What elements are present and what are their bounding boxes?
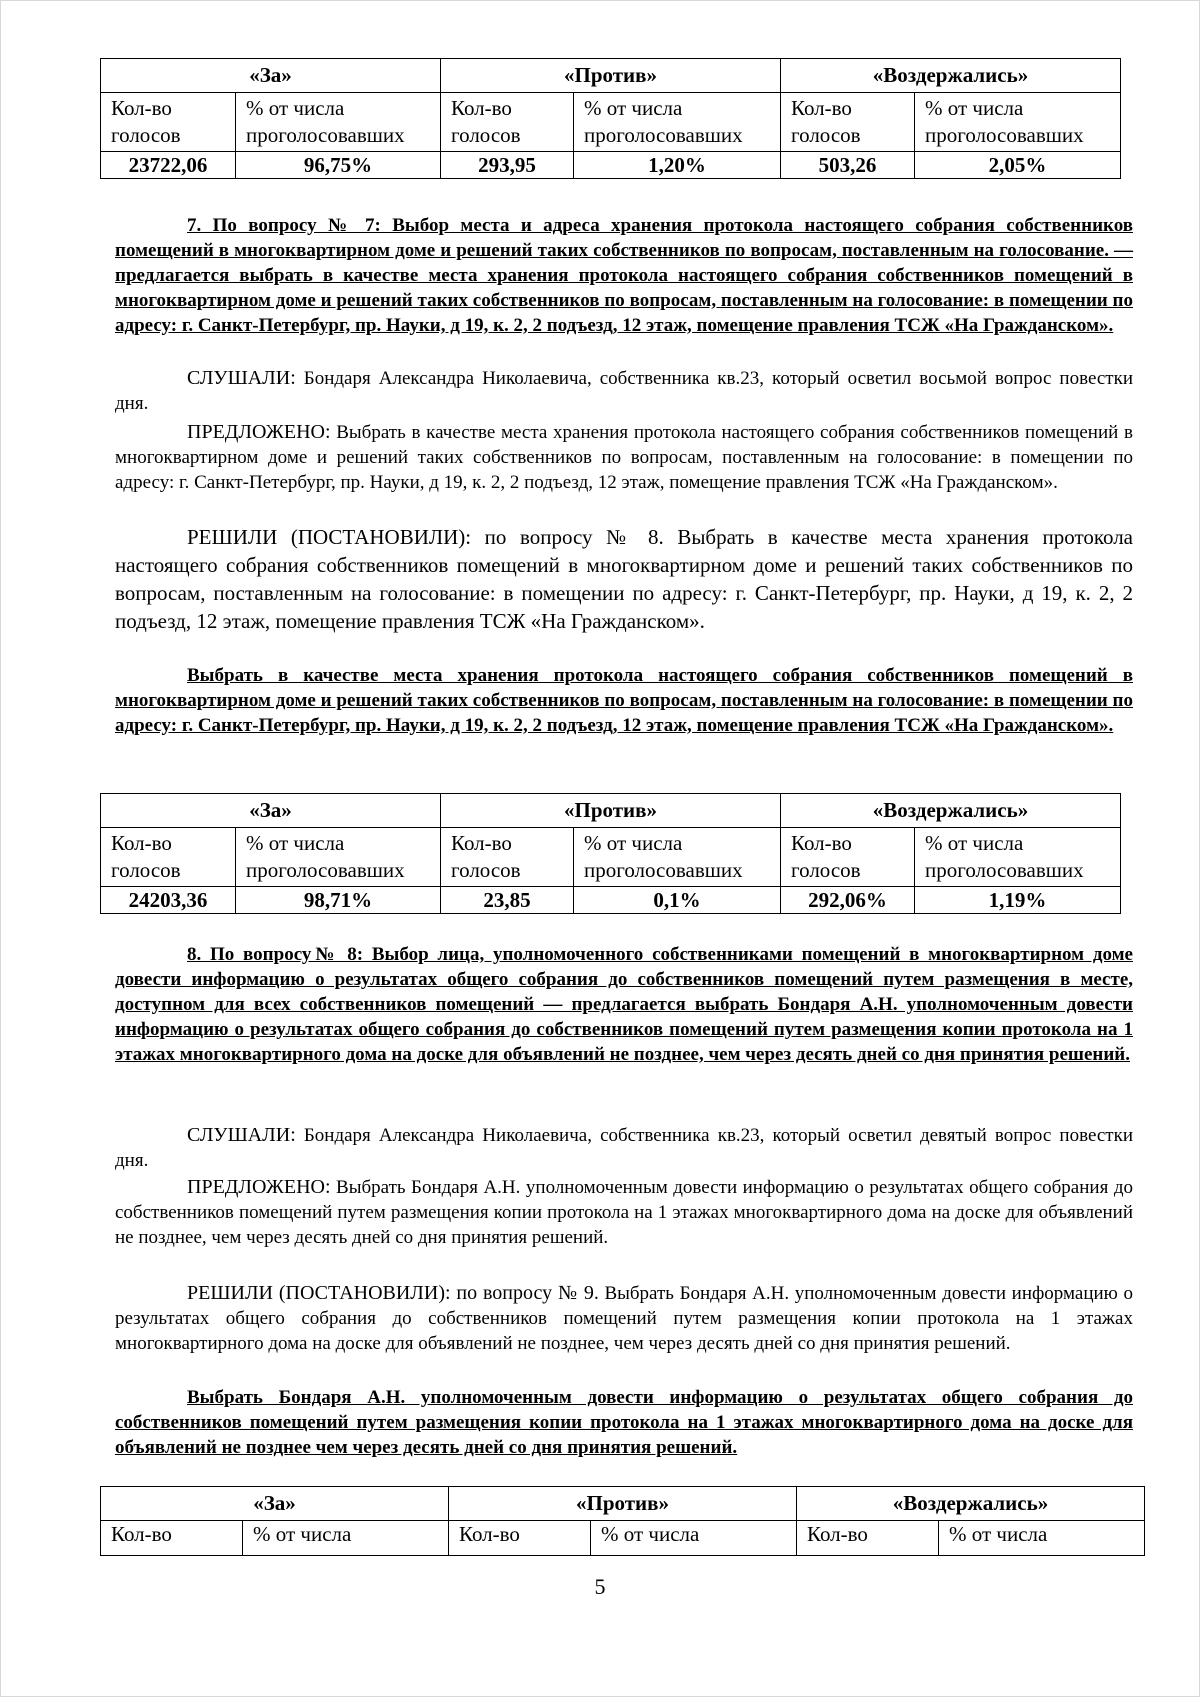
label-count: Кол-во: [101, 1521, 243, 1556]
header-for: «За»: [101, 59, 441, 93]
q7-heard-lead: СЛУШАЛИ:: [187, 367, 296, 389]
label-percent: % от числа проголосовавших: [574, 93, 781, 152]
label-count: Кол-во голосов: [101, 828, 236, 887]
header-for: «За»: [101, 1487, 449, 1521]
q8-proposed: [115, 1175, 1133, 1250]
q8-heading: 8. По вопросу№ 8: Выбор лица, уполномоченного собственниками помещений в многоквартирном доме довести информацию о результатах общего собрания до собственников помещений путем размещения в месте, доступном для всех собственников помещений — предлагается выбрать Бондаря А.Н. уполномоченным довести информацию о результатах общего собрания до собственников помещений путем размещения копии протокола на 1 этажах многоквартирного дома на доске для объявлений не позднее, чем через десять дней со дня принятия решений.: [115, 944, 1133, 1065]
q8-decided-lead: РЕШИЛИ (ПОСТАНОВИЛИ): по вопросу № 9.: [187, 1282, 599, 1304]
label-percent: % от числа: [591, 1521, 797, 1556]
label-percent: % от числа проголосовавших: [915, 828, 1121, 887]
label-percent: % от числа проголосовавших: [574, 828, 781, 887]
vote-table-2: [100, 793, 1121, 914]
for-percent: 96,75%: [236, 152, 441, 179]
q8-proposed-lead: ПРЕДЛОЖЕНО:: [187, 1176, 331, 1198]
q7-proposed-text: Выбрать в качестве места хранения протокола настоящего собрания собственников помещений в многоквартирном доме и решений таких собственников по вопросам, поставленным на голосование: в помещении по адресу: г. Санкт-Петербург, пр. Науки, д 19, к. 2, 2 подъезд, 12 этаж, помещение правления ТСЖ «На Гражданском».: [115, 422, 1133, 493]
header-against: «Против»: [441, 794, 781, 828]
page-number: 5: [594, 1574, 606, 1599]
q8-heard: [115, 1123, 1133, 1173]
against-count: 23,85: [441, 887, 574, 914]
label-count: Кол-во: [449, 1521, 591, 1556]
label-percent: % от числа: [243, 1521, 449, 1556]
q8-proposed-text: Выбрать Бондаря А.Н. уполномоченным довести информацию о результатах общего собрания до собственников помещений путем размещения копии протокола на 1 этажах многоквартирного дома на доске для объявлений не позднее, чем через десять дней со дня принятия решений.: [115, 1177, 1133, 1248]
label-percent: % от числа проголосовавших: [236, 828, 441, 887]
q8-decided: [115, 1281, 1133, 1356]
q7-heading: 7. По вопросу № 7: Выбор места и адреса хранения протокола настоящего собрания собственников помещений в многоквартирном доме и решений таких собственников по вопросам, поставленным на голосование. — предлагается выбрать в качестве места хранения протокола настоящего собрания собственников помещений в многоквартирном доме и решений таких собственников по вопросам, поставленным на голосование: в помещении по адресу: г. Санкт-Петербург, пр. Науки, д 19, к. 2, 2 подъезд, 12 этаж, помещение правления ТСЖ «На Гражданском».: [115, 215, 1133, 336]
q7-proposed-lead: ПРЕДЛОЖЕНО:: [187, 421, 331, 443]
q8-resolution: Выбрать Бондаря А.Н. уполномоченным довести информацию о результатах общего собрания до собственников помещений путем размещения копии протокола на 1 этажах многоквартирного дома на доске для объявлений не позднее чем через десять дней со дня принятия решений.: [115, 1387, 1133, 1458]
label-count: Кол-во: [797, 1521, 939, 1556]
q7-heard-text: Бондаря Александра Николаевича, собственника кв.23, который осветил восьмой вопрос повестки дня.: [115, 368, 1133, 414]
header-for: «За»: [101, 794, 441, 828]
label-count: Кол-во голосов: [441, 93, 574, 152]
against-percent: 1,20%: [574, 152, 781, 179]
for-count: 23722,06: [101, 152, 236, 179]
label-percent: % от числа проголосовавших: [915, 93, 1121, 152]
against-count: 293,95: [441, 152, 574, 179]
against-percent: 0,1%: [574, 887, 781, 914]
abstained-percent: 2,05%: [915, 152, 1121, 179]
abstained-count: 292,06%: [781, 887, 915, 914]
vote-table-3: [100, 1486, 1145, 1556]
label-count: Кол-во голосов: [441, 828, 574, 887]
vote-table-1: [100, 58, 1121, 179]
label-percent: % от числа проголосовавших: [236, 93, 441, 152]
header-abstained: «Воздержались»: [797, 1487, 1145, 1521]
label-count: Кол-во голосов: [781, 93, 915, 152]
q8-heard-text: Бондаря Александра Николаевича, собственника кв.23, который осветил девятый вопрос повестки дня.: [115, 1125, 1133, 1171]
for-count: 24203,36: [101, 887, 236, 914]
label-percent: % от числа: [939, 1521, 1145, 1556]
q7-decided: РЕШИЛИ (ПОСТАНОВИЛИ): по вопросу № 8. Выбрать в качестве места хранения протокола настоящего собрания собственников помещений в многоквартирном доме и решений таких собственников по вопросам, поставленным на голосование: в помещении по адресу: г. Санкт-Петербург, пр. Науки, д 19, к. 2, 2 подъезд, 12 этаж, помещение правления ТСЖ «На Гражданском».: [115, 525, 1133, 633]
q7-proposed: [115, 420, 1133, 495]
header-abstained: «Воздержались»: [781, 59, 1121, 93]
q7-heard: [115, 366, 1133, 416]
header-against: «Против»: [449, 1487, 797, 1521]
q8-decided-text: Выбрать Бондаря А.Н. уполномоченным довести информацию о результатах общего собрания до собственников помещений путем размещения копии протокола на 1 этажах многоквартирного дома на доске для объявлений не позднее, чем через десять дней со дня принятия решений.: [115, 1283, 1133, 1354]
abstained-percent: 1,19%: [915, 887, 1121, 914]
q7-resolution: Выбрать в качестве места хранения протокола настоящего собрания собственников помещений в многоквартирном доме и решений таких собственников по вопросам, поставленным на голосование: в помещении по адресу: г. Санкт-Петербург, пр. Науки, д 19, к. 2, 2 подъезд, 12 этаж, помещение правления ТСЖ «На Гражданском».: [115, 665, 1133, 736]
header-abstained: «Воздержались»: [781, 794, 1121, 828]
q8-heard-lead: СЛУШАЛИ:: [187, 1124, 296, 1146]
for-percent: 98,71%: [236, 887, 441, 914]
header-against: «Против»: [441, 59, 781, 93]
label-count: Кол-во голосов: [101, 93, 236, 152]
label-count: Кол-во голосов: [781, 828, 915, 887]
abstained-count: 503,26: [781, 152, 915, 179]
